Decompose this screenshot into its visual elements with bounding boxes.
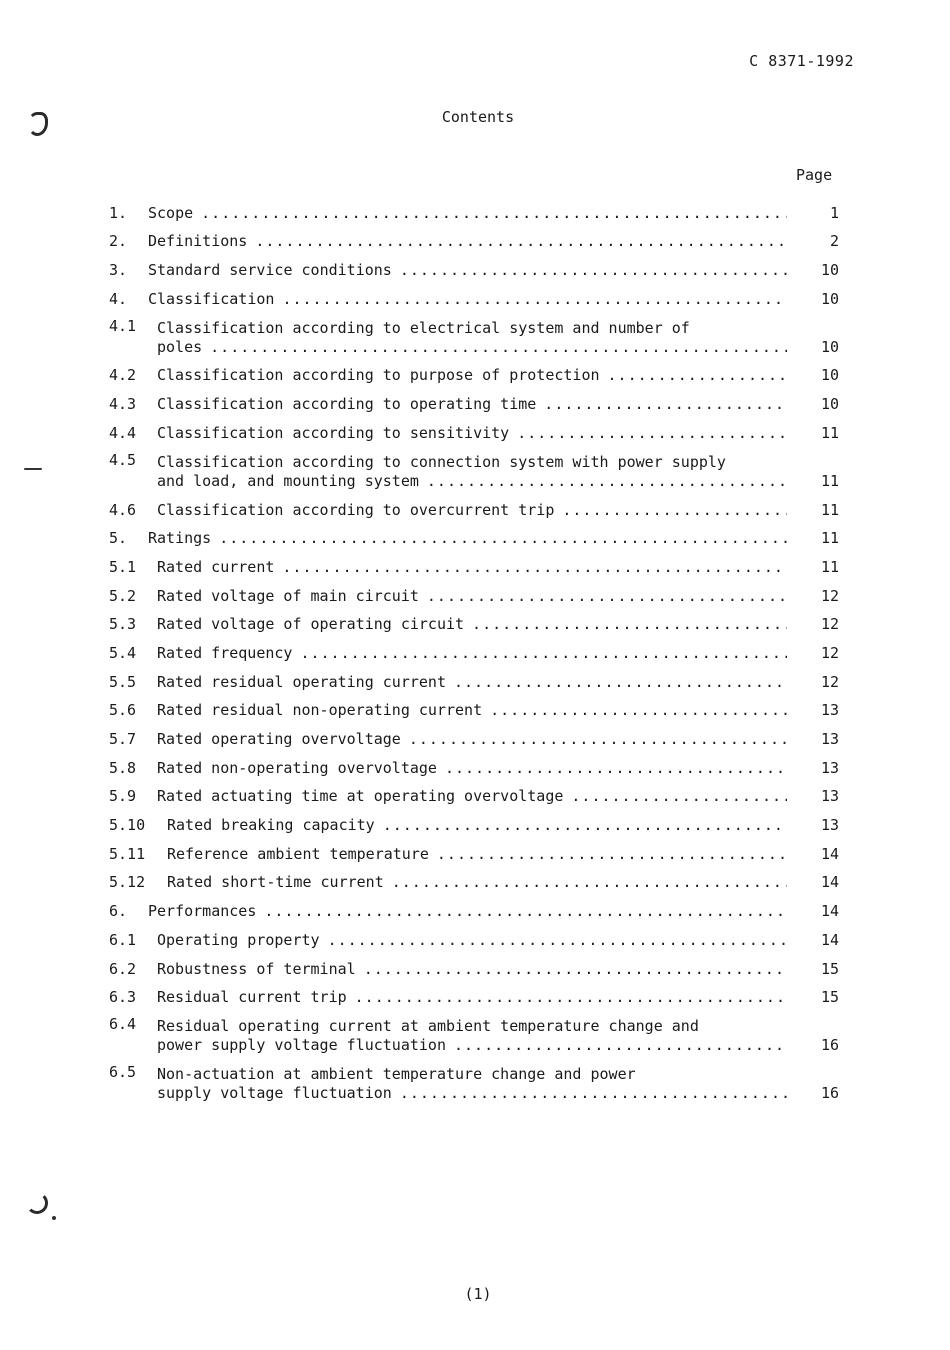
toc-entry-page: 12 (820, 586, 839, 605)
dot-leader (264, 902, 787, 921)
toc-entry-page: 10 (820, 337, 839, 356)
dot-leader (282, 290, 787, 309)
toc-entry-title: Classification according to electrical system and number of (157, 318, 690, 337)
scan-mark (28, 112, 48, 136)
toc-entry-title: Non-actuation at ambient temperature change and power (157, 1065, 636, 1084)
toc-entry-page: 11 (820, 529, 839, 548)
toc-entry-page: 12 (820, 672, 839, 691)
dot-leader (571, 787, 787, 806)
toc-entry-title: Definitions (148, 232, 255, 251)
toc-entry-number: 4. (109, 289, 128, 308)
page-number: (1) (464, 1285, 492, 1303)
toc-entry-number: 1. (109, 203, 128, 222)
toc-entry-page: 16 (820, 1036, 839, 1055)
dot-leader (392, 873, 787, 892)
dot-leader (400, 1084, 787, 1103)
dot-leader (517, 424, 787, 443)
dot-leader (490, 701, 787, 720)
toc-entry-page: 14 (820, 930, 839, 949)
toc-entry-title-continued: supply voltage fluctuation (157, 1084, 400, 1103)
dot-leader (454, 1036, 787, 1055)
toc-entry-title-continued: and load, and mounting system (157, 472, 427, 491)
toc-entry-title: Classification according to sensitivity (157, 424, 517, 443)
toc-entry-title: Rated short-time current (167, 873, 392, 892)
toc-entry-number: 5.12 (109, 873, 146, 892)
toc-entry-page: 10 (820, 261, 839, 280)
toc-entry-title: Classification according to purpose of protection (157, 366, 608, 385)
toc-entry[interactable] (109, 414, 841, 443)
dot-leader (608, 366, 787, 385)
toc-entry[interactable] (109, 778, 841, 807)
toc-entry-page: 13 (820, 758, 839, 777)
toc-entry[interactable] (109, 749, 841, 778)
toc-entry-number: 5.2 (109, 586, 137, 605)
toc-entry-page: 11 (820, 423, 839, 442)
toc-entry[interactable] (109, 520, 841, 549)
toc-entry[interactable] (109, 692, 841, 721)
dot-leader (472, 615, 787, 634)
toc-entry-page: 10 (820, 395, 839, 414)
toc-entry-page: 11 (820, 500, 839, 519)
toc-entry[interactable] (109, 806, 841, 835)
document-id: C 8371-1992 (749, 52, 854, 70)
toc-entry-number: 4.4 (109, 423, 137, 442)
toc-entry[interactable] (109, 577, 841, 606)
toc-entry[interactable] (109, 385, 841, 414)
scan-mark (52, 1216, 56, 1220)
dot-leader (201, 204, 787, 223)
toc-entry-page: 15 (820, 988, 839, 1007)
page-title: Contents (441, 108, 515, 126)
toc-entry-number: 5.1 (109, 557, 137, 576)
dot-leader (562, 501, 787, 520)
toc-entry[interactable] (109, 443, 841, 491)
toc-entry[interactable] (109, 720, 841, 749)
toc-entry[interactable] (109, 892, 841, 921)
dot-leader (454, 673, 787, 692)
toc-entry-page: 13 (820, 730, 839, 748)
toc-entry-title: Rated actuating time at operating overvoltage (157, 787, 571, 806)
dot-leader (255, 232, 787, 251)
toc-entry-page: 13 (820, 816, 839, 835)
toc-entry-number: 4.5 (109, 450, 137, 469)
toc-entry-title: Residual current trip (157, 988, 355, 1007)
toc-entry-title: Classification (148, 290, 282, 309)
toc-entry-title: Rated breaking capacity (167, 816, 383, 835)
toc-entry-number: 5.5 (109, 672, 137, 691)
toc-entry-title: Rated residual non-operating current (157, 701, 490, 720)
toc-entry[interactable] (109, 194, 841, 223)
toc-entry-page: 1 (829, 203, 839, 222)
dot-leader (437, 845, 787, 864)
table-of-contents (109, 194, 841, 1103)
toc-entry-page: 2 (829, 232, 839, 251)
toc-entry[interactable] (109, 491, 841, 520)
toc-entry-title: Rated voltage of main circuit (157, 587, 427, 606)
dot-leader (383, 816, 787, 835)
toc-entry-number: 5. (109, 529, 128, 548)
toc-entry-number: 6.5 (109, 1063, 137, 1082)
toc-entry[interactable] (109, 357, 841, 386)
toc-entry-number: 5.9 (109, 787, 137, 806)
toc-entry-title: Rated operating overvoltage (157, 730, 409, 749)
toc-entry-title: Performances (148, 902, 264, 921)
toc-entry[interactable] (109, 309, 841, 357)
dot-leader (400, 261, 787, 280)
dot-leader (445, 759, 787, 778)
toc-entry-number: 4.2 (109, 366, 137, 385)
toc-entry-page: 11 (820, 557, 839, 576)
toc-entry[interactable] (109, 663, 841, 692)
toc-entry-title-continued: poles (157, 338, 210, 357)
toc-entry-title: Rated frequency (157, 644, 300, 663)
toc-entry[interactable] (109, 864, 841, 893)
toc-entry-number: 5.7 (109, 730, 137, 748)
dot-leader (300, 644, 787, 663)
toc-entry[interactable] (109, 634, 841, 663)
toc-entry[interactable] (109, 1007, 841, 1055)
toc-entry-number: 3. (109, 261, 128, 280)
toc-entry-number: 5.11 (109, 844, 146, 863)
toc-entry[interactable] (109, 979, 841, 1008)
toc-entry-number: 5.10 (109, 816, 146, 835)
toc-entry[interactable] (109, 606, 841, 635)
toc-entry-number: 5.6 (109, 701, 137, 720)
toc-entry-number: 4.1 (109, 316, 137, 335)
toc-entry-number: 6.4 (109, 1015, 137, 1034)
toc-entry-number: 6. (109, 902, 128, 921)
toc-entry-title: Scope (148, 204, 201, 223)
toc-entry-number: 4.6 (109, 500, 137, 519)
dot-leader (355, 988, 787, 1007)
toc-entry-page: 11 (820, 471, 839, 490)
toc-entry-number: 5.8 (109, 758, 137, 777)
dot-leader (427, 472, 787, 491)
dot-leader (282, 558, 787, 577)
toc-entry-page: 14 (820, 873, 839, 892)
toc-entry-number: 2. (109, 232, 128, 251)
toc-entry-title: Rated voltage of operating circuit (157, 615, 472, 634)
toc-entry-number: 6.2 (109, 959, 137, 978)
toc-entry-title: Rated non-operating overvoltage (157, 759, 445, 778)
scan-mark (26, 1192, 48, 1214)
toc-entry-title: Classification according to connection system with power supply (157, 452, 726, 471)
dot-leader (427, 587, 787, 606)
toc-entry-title: Standard service conditions (148, 261, 400, 280)
toc-entry-number: 6.1 (109, 930, 137, 949)
scan-mark (24, 468, 42, 470)
toc-entry[interactable] (109, 1055, 841, 1103)
dot-leader (544, 395, 787, 414)
toc-entry-number: 5.4 (109, 643, 137, 662)
toc-entry[interactable] (109, 251, 841, 280)
toc-entry-title: Operating property (157, 931, 328, 950)
toc-entry-page: 10 (820, 366, 839, 385)
toc-entry-title: Robustness of terminal (157, 960, 364, 979)
toc-entry-page: 13 (820, 701, 839, 720)
toc-entry-page: 15 (820, 959, 839, 978)
toc-entry-title-continued: power supply voltage fluctuation (157, 1036, 454, 1055)
toc-entry-number: 6.3 (109, 988, 137, 1007)
toc-entry[interactable] (109, 280, 841, 309)
dot-leader (409, 730, 787, 749)
toc-entry[interactable] (109, 548, 841, 577)
toc-entry-page: 16 (820, 1084, 839, 1103)
toc-entry-title: Rated current (157, 558, 282, 577)
toc-entry-title: Classification according to operating time (157, 395, 544, 414)
toc-entry-number: 4.3 (109, 395, 137, 414)
toc-entry-page: 10 (820, 289, 839, 308)
toc-entry-title: Rated residual operating current (157, 673, 454, 692)
dot-leader (219, 529, 787, 548)
toc-entry-page: 14 (820, 844, 839, 863)
dot-leader (364, 960, 787, 979)
toc-entry[interactable] (109, 921, 841, 950)
toc-entry[interactable] (109, 223, 841, 252)
dot-leader (328, 931, 787, 950)
toc-entry-title: Residual operating current at ambient temperature change and (157, 1017, 699, 1036)
toc-entry[interactable] (109, 950, 841, 979)
toc-entry-page: 12 (820, 615, 839, 634)
toc-entry-page: 13 (820, 787, 839, 806)
toc-entry-page: 12 (820, 643, 839, 662)
page-column-heading: Page (796, 166, 833, 184)
toc-entry[interactable] (109, 835, 841, 864)
toc-entry-title: Classification according to overcurrent trip (157, 501, 562, 520)
toc-entry-number: 5.3 (109, 615, 137, 634)
toc-entry-page: 14 (820, 902, 839, 921)
toc-entry-title: Reference ambient temperature (167, 845, 437, 864)
toc-entry-title: Ratings (148, 529, 219, 548)
dot-leader (210, 338, 787, 357)
